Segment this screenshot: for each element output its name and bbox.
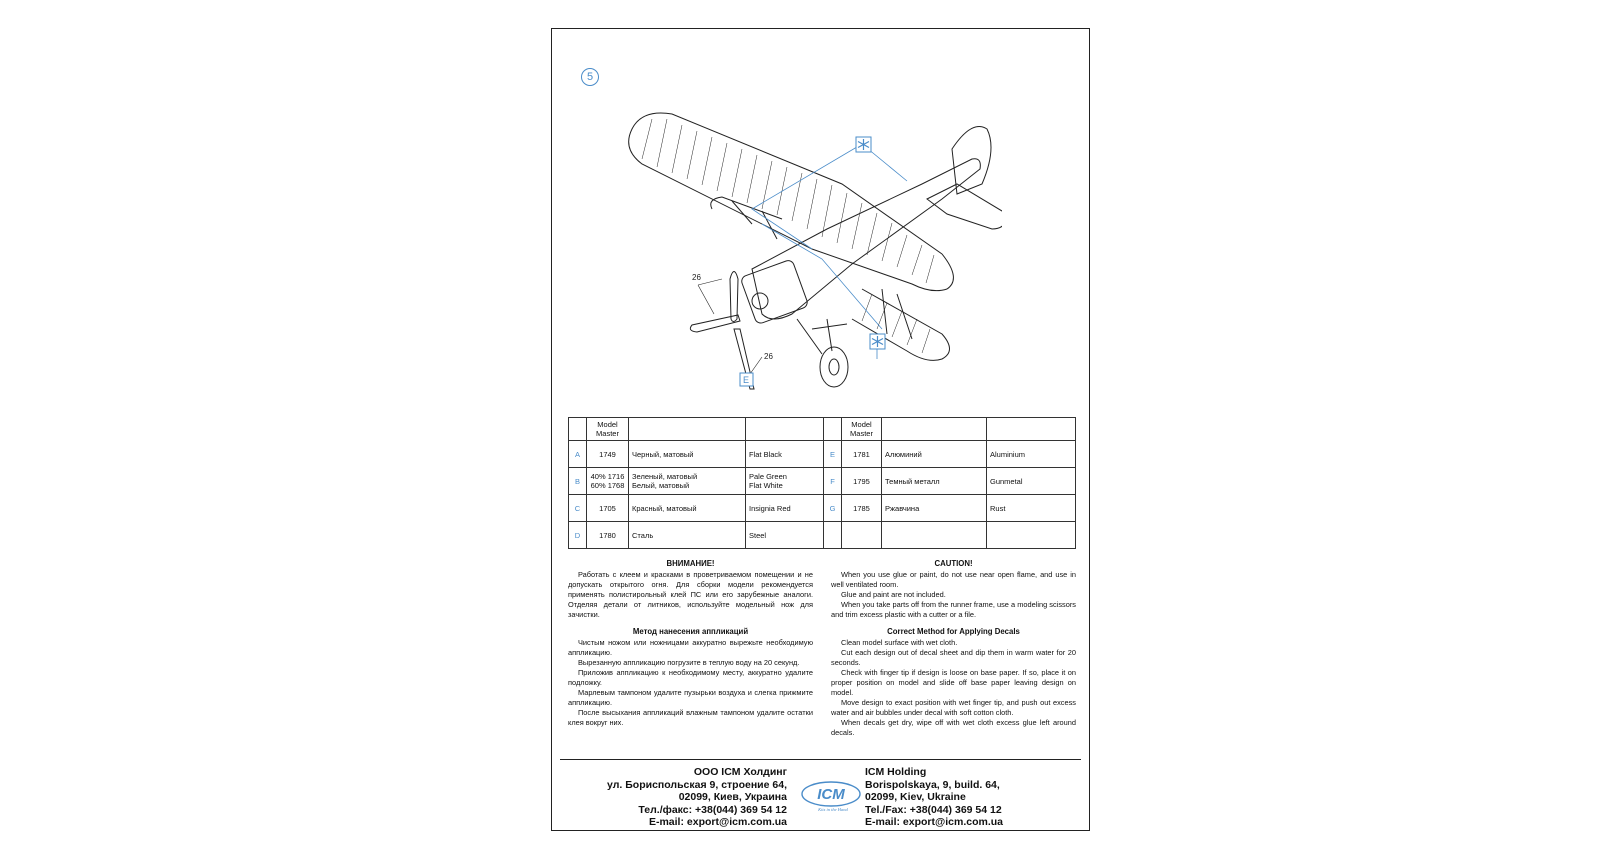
paint-code: E bbox=[824, 441, 842, 468]
instructions-en bbox=[831, 559, 1076, 738]
decal-step-ru: После высыхания аппликаций влажным тампоном удалите остатки клея вокруг них. bbox=[568, 708, 813, 727]
decal-step-en: When decals get dry, wipe off with wet cloth excess glue left around decals. bbox=[831, 718, 1076, 737]
paint-name-en: Pale Green Flat White bbox=[746, 468, 824, 495]
street-address: ул. Бориспольская 9, строение 64, bbox=[607, 778, 787, 791]
paint-name-en: Flat Black bbox=[746, 441, 824, 468]
phone: Tel./Fax: +38(044) 369 54 12 bbox=[865, 803, 1002, 816]
phone: Тел./факс: +38(044) 369 54 12 bbox=[638, 803, 787, 816]
decal-step-en: Check with finger tip if design is loose on base paper. If so, place it on proper position on model and slide off base paper leaving design on model. bbox=[831, 668, 1076, 697]
paint-number: 1705 bbox=[587, 495, 629, 522]
contact-block-ru bbox=[607, 766, 787, 829]
fuselage bbox=[752, 159, 980, 319]
asterisk-icon bbox=[870, 334, 885, 349]
paint-number: 1780 bbox=[587, 522, 629, 549]
paint-number: 1781 bbox=[842, 441, 882, 468]
decal-step-ru: Марлевым тампоном удалите пузырьки воздуха и слегка прижмите аппликацию. bbox=[568, 688, 813, 707]
wheel bbox=[820, 347, 848, 387]
city-address: 02099, Киев, Украина bbox=[678, 791, 787, 803]
city-address: 02099, Kiev, Ukraine bbox=[865, 791, 966, 803]
warning-line-en: When you use glue or paint, do not use near open flame, and use in well ventilated room. bbox=[831, 570, 1076, 589]
email: E-mail: export@icm.com.ua bbox=[865, 816, 1004, 828]
callout-label: 26 bbox=[692, 273, 701, 282]
svg-text:ICM: ICM bbox=[817, 786, 845, 803]
propeller-blade-bottom bbox=[690, 315, 740, 332]
svg-text:Kits in the Hand: Kits in the Hand bbox=[818, 807, 848, 812]
contact-block-en bbox=[865, 766, 1003, 829]
paint-code: C bbox=[569, 495, 587, 522]
paint-color-table bbox=[568, 417, 1076, 549]
instructions-columns bbox=[568, 559, 1076, 738]
paint-name-en: Rust bbox=[987, 495, 1076, 522]
decal-title-ru: Метод нанесения аппликаций bbox=[632, 627, 749, 636]
model-master-header: Model Master bbox=[587, 418, 629, 441]
paint-code: D bbox=[569, 522, 587, 549]
upper-wing bbox=[629, 113, 954, 291]
biplane-assembly-drawing bbox=[612, 89, 1002, 409]
instruction-sheet bbox=[551, 28, 1090, 831]
paint-code: B bbox=[569, 468, 587, 495]
paint-marker-e bbox=[740, 373, 753, 386]
paint-code: G bbox=[824, 495, 842, 522]
table-row bbox=[569, 441, 1076, 468]
decal-step-en: Cut each design out of decal sheet and dip them in warm water for 20 seconds. bbox=[831, 648, 1076, 667]
asterisk-icon bbox=[856, 137, 871, 152]
table-row bbox=[569, 468, 1076, 495]
svg-text:E: E bbox=[743, 375, 750, 385]
decal-title-en: Correct Method for Applying Decals bbox=[887, 627, 1020, 636]
paint-number: 1749 bbox=[587, 441, 629, 468]
paint-number: 1795 bbox=[842, 468, 882, 495]
decal-step-en: Move design to exact position with wet finger tip, and push out excess water and air bubbles under decal with soft cotton cloth. bbox=[831, 698, 1076, 717]
footer-divider bbox=[560, 759, 1081, 760]
paint-name-en: Aluminium bbox=[987, 441, 1076, 468]
warning-title-ru: ВНИМАНИЕ! bbox=[666, 559, 715, 568]
instructions-ru bbox=[568, 559, 813, 738]
icm-logo bbox=[799, 777, 863, 813]
decal-step-en: Clean model surface with wet cloth. bbox=[841, 638, 958, 647]
table-row bbox=[569, 522, 1076, 549]
warning-title-en: CAUTION! bbox=[934, 559, 973, 568]
paint-name-en: Gunmetal bbox=[987, 468, 1076, 495]
company-name: ООО ICM Холдинг bbox=[693, 766, 787, 778]
warning-line-en: When you take parts off from the runner frame, use a modeling scissors and trim excess plastic with a cutter or a file. bbox=[831, 600, 1076, 619]
paint-name-ru: Черный, матовый bbox=[629, 441, 746, 468]
model-master-header: Model Master bbox=[842, 418, 882, 441]
warning-text-ru: Работать с клеем и красками в проветриваемом помещении и не допускать открытого огня. Для сборки модели рекомендуется применять полистирольный клей ПС или его зарубежные аналоги. Отделяя детали от литников, используйте модельный нож для зачистки. bbox=[568, 570, 813, 619]
warning-line-en: Glue and paint are not included. bbox=[841, 590, 946, 599]
tail-fin bbox=[952, 127, 991, 195]
decal-step-ru: Чистым ножом или ножницами аккуратно вырежьте необходимую аппликацию. bbox=[568, 638, 813, 657]
paint-name-ru: Зеленый, матовый Белый, матовый bbox=[629, 468, 746, 495]
street-address: Borispolskaya, 9, build. 64, bbox=[865, 778, 1000, 791]
paint-code: F bbox=[824, 468, 842, 495]
paint-name-ru: Сталь bbox=[629, 522, 746, 549]
decal-step-ru: Вырезанную аппликацию погрузите в теплую воду на 20 секунд. bbox=[578, 658, 800, 667]
callout-label: 26 bbox=[764, 352, 773, 361]
paint-number: 40% 1716 60% 1768 bbox=[587, 468, 629, 495]
email: E-mail: export@icm.com.ua bbox=[648, 816, 787, 828]
engine-cowling bbox=[740, 259, 809, 325]
paint-name-ru: Темный металл bbox=[882, 468, 987, 495]
company-name: ICM Holding bbox=[865, 766, 927, 778]
paint-number: 1785 bbox=[842, 495, 882, 522]
paint-name-en: Insignia Red bbox=[746, 495, 824, 522]
step-number-badge: 5 bbox=[581, 68, 599, 86]
paint-code: A bbox=[569, 441, 587, 468]
propeller-blade-top bbox=[730, 272, 738, 322]
paint-name-ru: Красный, матовый bbox=[629, 495, 746, 522]
decal-step-ru: Приложив аппликацию к необходимому месту, аккуратно удалите подложку. bbox=[568, 668, 813, 687]
paint-name-en: Steel bbox=[746, 522, 824, 549]
paint-name-ru: Ржавчина bbox=[882, 495, 987, 522]
paint-name-ru: Алюминий bbox=[882, 441, 987, 468]
table-row bbox=[569, 495, 1076, 522]
